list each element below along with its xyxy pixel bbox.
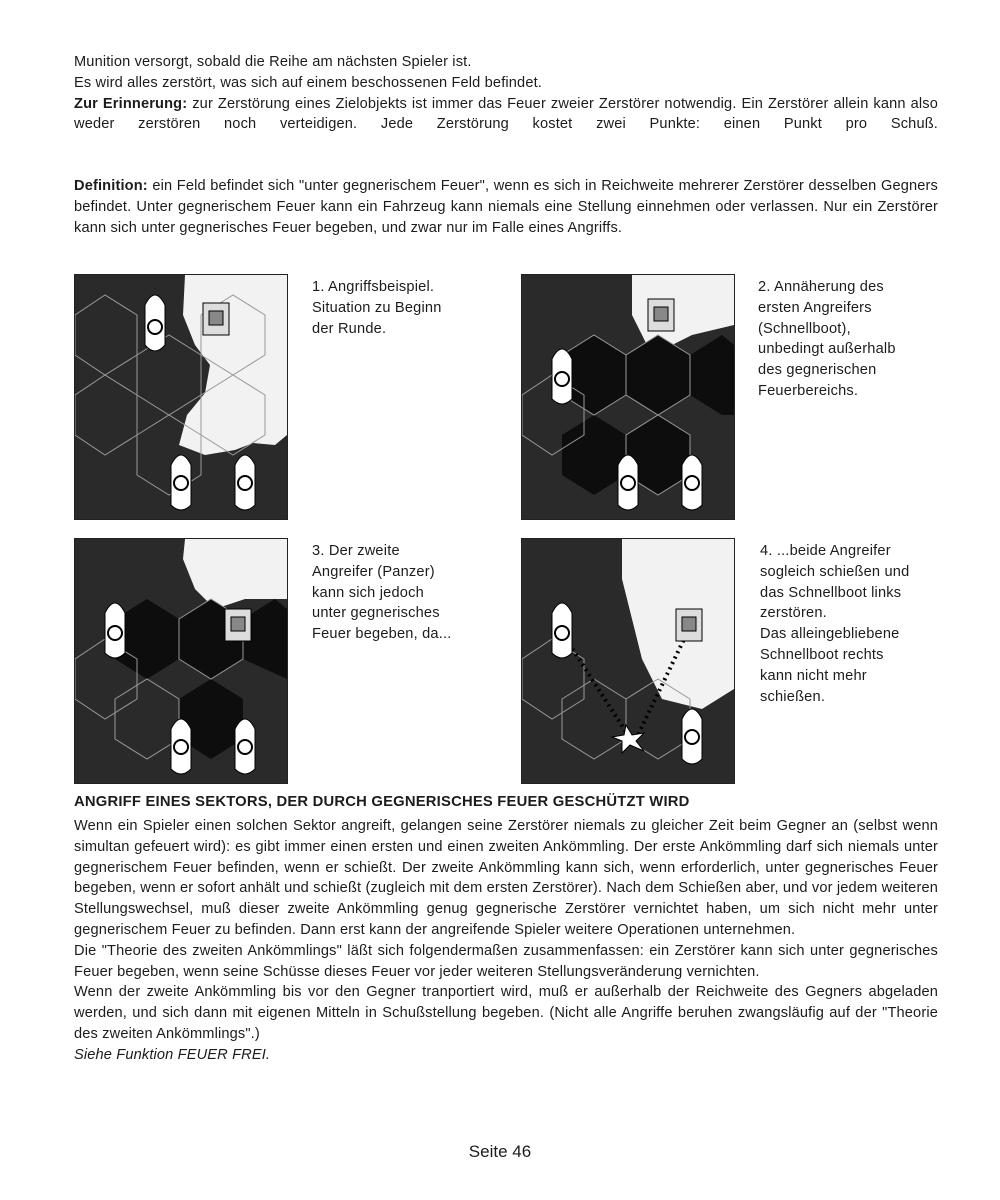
figure-1-board [74, 274, 288, 520]
intro-line-2: Es wird alles zerstört, was sich auf einem beschossenen Feld befindet. [74, 74, 542, 91]
reminder-line-1 [74, 94, 938, 136]
figure-3-board [74, 538, 288, 784]
figure-4-map [522, 539, 734, 783]
tank-icon [648, 299, 674, 331]
caption-line: schießen. [760, 688, 826, 705]
tank-icon [676, 609, 702, 641]
caption-line: sogleich schießen und [760, 563, 910, 580]
definition-block [74, 176, 938, 238]
boat-icon [235, 719, 255, 774]
caption-line: unbedingt außerhalb [758, 341, 896, 358]
caption-line: Situation zu Beginn [312, 299, 442, 316]
caption-line: Feuer begeben, da... [312, 626, 452, 643]
figure-2-map [522, 275, 734, 519]
caption-line: Feuerbereichs. [758, 382, 859, 399]
reminder-text: zur Zerstörung eines Zielobjekts ist immer das Feuer zweier Zerstörer notwendig. Ein Zerstörer allein kann also weder zerstören noch verteidigen. Jede Zerstörung kostet zwei Punkte: einen Punkt pro Schuß. [74, 95, 938, 133]
figure-2-board [521, 274, 735, 520]
figure-1-map [75, 275, 287, 519]
boat-icon [682, 455, 702, 510]
caption-line: (Schnellboot), [758, 320, 851, 337]
figure-4-board [521, 538, 735, 784]
reminder-label: Zur Erinnerung: [74, 95, 188, 112]
definition-paragraph [74, 178, 938, 236]
section-paragraph-2: Die "Theorie des zweiten Ankömmlings" läßt sich folgendermaßen zusammenfassen: ein Zerstörer kann sich unter gegnerisches Feuer begeben, wenn seine Schüsse dieses Feuer vor jeder weiteren Stellungsveränderung vernichten. [74, 942, 938, 980]
figure-4-caption [760, 541, 950, 707]
figure-3-map [75, 539, 287, 783]
caption-line: kann sich jedoch [312, 584, 424, 601]
figure-3-caption [312, 541, 502, 645]
tank-icon [203, 303, 229, 335]
boat-icon [552, 603, 572, 658]
caption-line: 2. Annäherung des [758, 279, 884, 295]
boat-icon [552, 349, 572, 404]
caption-line: Das alleingebliebene [760, 626, 900, 643]
caption-line: 1. Angriffsbeispiel. [312, 279, 435, 295]
caption-line: 4. ...beide Angreifer [760, 543, 891, 559]
caption-line: des gegnerischen [758, 362, 877, 379]
boat-icon [618, 455, 638, 510]
intro-line-1: Munition versorgt, sobald die Reihe am nächsten Spieler ist. [74, 54, 472, 70]
caption-line: zerstören. [760, 605, 827, 622]
boat-icon [682, 709, 702, 764]
see-also-note: Siehe Funktion FEUER FREI. [74, 1046, 271, 1063]
figure-2-caption [758, 277, 948, 402]
section-paragraph-1: Wenn ein Spieler einen solchen Sektor angreift, gelangen seine Zerstörer niemals zu gleicher Zeit beim Gegner an (selbst wenn simultan gefeuert wird): es gibt immer einen ersten und einen zweiten Ankömmling. Der erste Ankömmling darf sich niemals unter gegnerischem Feuer befinden, wenn er schießt. Der zweite Ankömmling kann sich, wenn erforderlich, unter gegnerisches Feuer begeben, wenn er sofort anhält und schießt (zugleich mit dem ersten Zerstörer). Nach dem Schießen aber, und vor jedem weiteren Stellungswechsel, muß dieser zweite Ankömmling genug gegnerische Zerstörer vernichtet haben, um sich nicht mehr unter gegnerischem Feuer zu befinden. Dann erst kann der angreifende Spieler weitere Operationen unternehmen. [74, 818, 938, 938]
caption-line: 3. Der zweite [312, 543, 400, 559]
section-body [74, 816, 938, 1066]
boat-icon [145, 295, 165, 351]
caption-line: ersten Angreifers [758, 299, 872, 316]
definition-label: Definition: [74, 178, 148, 194]
boat-icon [171, 455, 191, 510]
definition-text: ein Feld befindet sich "unter gegnerischem Feuer", wenn es sich in Reichweite mehrerer Zerstörer desselben Gegners befindet. Unter gegnerischem Feuer kann ein Fahrzeug kann niemals eine Stellung einnehmen oder verlassen. Nur ein Zerstörer kann sich unter gegnerisches Feuer begeben, und zwar nur im Falle eines Angriffs. [74, 178, 938, 236]
boat-icon [235, 455, 255, 510]
section-heading: ANGRIFF EINES SEKTORS, DER DURCH GEGNERISCHES FEUER GESCHÜTZT WIRD [74, 794, 690, 810]
page-number: Seite 46 [468, 1142, 532, 1161]
tank-icon [225, 609, 251, 641]
caption-line: Angreifer (Panzer) [312, 563, 435, 580]
section-paragraph-3: Wenn der zweite Ankömmling bis vor den Gegner tranportiert wird, muß er außerhalb der Reichweite des Gegners abgeladen werden, und sich dann mit eigenen Mitteln in Schußstellung begeben. (Nicht alle Angriffe beruhen zwangsläufig auf der "Theorie des zweiten Ankömmlings".) [74, 984, 938, 1042]
caption-line: unter gegnerisches [312, 605, 440, 622]
boat-icon [171, 719, 191, 774]
figure-1-caption [312, 277, 502, 339]
caption-line: kann nicht mehr [760, 667, 867, 684]
caption-line: Schnellboot rechts [760, 646, 884, 663]
intro-block [74, 52, 938, 135]
boat-icon [105, 603, 125, 658]
caption-line: das Schnellboot links [760, 584, 902, 601]
caption-line: der Runde. [312, 320, 387, 337]
